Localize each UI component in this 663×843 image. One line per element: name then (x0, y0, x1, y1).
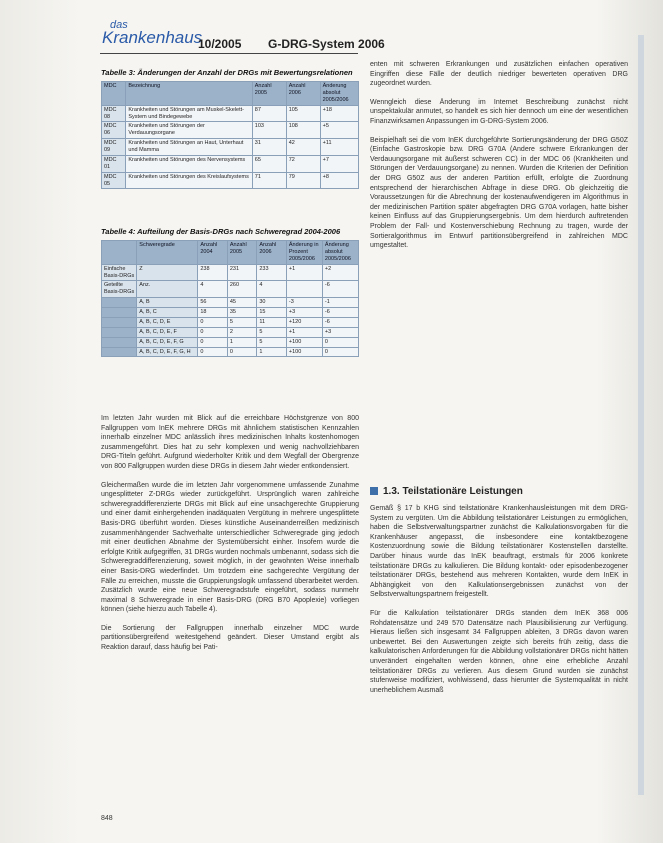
issue-number: 10/2005 (198, 37, 242, 51)
paragraph: Wenngleich diese Änderung im Internet Beschreibung zunächst nicht unspektakulär anmutet, so handelt es sich hier dennoch um eine der wesentlichen Finanzwirksamen Anpassungen im G-DRG-System 2006. (370, 98, 628, 125)
table-cell: -6 (322, 317, 358, 327)
table-cell: +11 (320, 139, 358, 156)
table-cell: MDC 05 (102, 172, 126, 189)
table-row (102, 155, 359, 172)
header-rule (100, 53, 358, 54)
table-cell (102, 308, 137, 318)
paragraph: Gemäß § 17 b KHG sind teilstationäre Krankenhausleistungen mit dem DRG-System zu vergüten. Um die Abbildung teilstationärer Leistungen zu ermöglichen, haben die Selbstverwaltungspartner zunächst die Kalkulationsvorgaben für die Krankenhäuser angepasst, die insbesondere eine kontaktbezogene Kostenzuordnung sowie die Bildung teilstationärer Kostenstellen darstellte. Darüber hinaus wurde das InEK beauftragt, erstmals für 2006 konkrete teilstationäre DRGs zu kalkulieren. Die Bildung kontakt- oder episodenbezogener teilstationärer DRGs, bestehend aus mehreren Kontakten, wurde dem InEK in Abhängigkeit von den Kalkulationsergebnissen zunächst von der Selbstverwaltungspartnern freigestellt. (370, 505, 628, 599)
table-cell: 103 (252, 122, 286, 139)
table-row (102, 337, 359, 347)
table3-caption: Tabelle 3: Änderungen der Anzahl der DRGs mit Bewertungsrelationen (101, 68, 353, 77)
paragraph: Im letzten Jahr wurden mit Blick auf die erreichbare Höchstgrenze von 800 Fallgruppen vom InEK mehrere DRGs mit ähnlichem statistischen Kennzahlen innerhalb einzelner MDC anlässlich ihres medizinischen Inhalts kostenhomogen zusammengeführt. Dies hat zu sehr komplexen und wenig nachvollziehbaren DRG-Titeln geführt. Aufgrund wiederholter Kritik und dem Wegfall der Obergrenze von 800 Fallgruppen wurden diese DRGs in diesem Jahr wieder entkondensiert. (101, 415, 359, 470)
table-cell (102, 327, 137, 337)
table-cell: -6 (322, 281, 358, 298)
table-cell: 1 (227, 337, 257, 347)
table-cell: 105 (286, 105, 320, 122)
page-number: 848 (101, 815, 113, 822)
table-cell: 0 (198, 327, 228, 337)
table4-header-cell: Schweregrade (137, 241, 198, 265)
table-cell: 30 (257, 298, 287, 308)
table-cell: +18 (320, 105, 358, 122)
table-cell: 108 (286, 122, 320, 139)
table-cell: Anz. (137, 281, 198, 298)
table-cell: 0 (227, 347, 257, 357)
table-row (102, 172, 359, 189)
section-square-icon (370, 487, 378, 495)
table-cell: 4 (257, 281, 287, 298)
table-cell: 4 (198, 281, 228, 298)
table-cell: 31 (252, 139, 286, 156)
table-cell: -1 (322, 298, 358, 308)
table-cell: MDC 09 (102, 139, 126, 156)
table4 (101, 240, 359, 357)
table-row (102, 327, 359, 337)
table-row (102, 139, 359, 156)
table3-header-cell: Änderung absolut 2005/2006 (320, 82, 358, 106)
table-cell: +7 (320, 155, 358, 172)
table-cell (102, 337, 137, 347)
table-cell (286, 281, 322, 298)
table4-header-cell (102, 241, 137, 265)
table-cell: 233 (257, 264, 287, 281)
table-cell: 79 (286, 172, 320, 189)
table-cell: A, B (137, 298, 198, 308)
table-row (102, 264, 359, 281)
table-cell: 5 (257, 327, 287, 337)
table-row (102, 308, 359, 318)
table-cell: 5 (227, 317, 257, 327)
right-column-text-bottom (370, 504, 628, 704)
table4-header-cell: Anzahl 2004 (198, 241, 228, 265)
table-cell: Z (137, 264, 198, 281)
section-heading (370, 486, 523, 497)
table4-header-cell: Anzahl 2006 (257, 241, 287, 265)
left-column-text (101, 414, 359, 662)
table-cell: 231 (227, 264, 257, 281)
running-title: G-DRG-System 2006 (268, 37, 385, 51)
table4-header-cell: Änderung absolut 2005/2006 (322, 241, 358, 265)
table-cell: 65 (252, 155, 286, 172)
page-edge-shadow (638, 35, 644, 795)
table-cell: 0 (198, 347, 228, 357)
table-cell: 238 (198, 264, 228, 281)
table-cell: +1 (286, 264, 322, 281)
table-cell: 1 (257, 347, 287, 357)
paragraph: enten mit schweren Erkrankungen und zusätzlichen einfachen operativen Eingriffen diese Fälle der deutlich niedriger bewerteten operativen DRG zugeordnet wurden. (370, 61, 628, 88)
journal-logo (102, 20, 202, 46)
table-row (102, 298, 359, 308)
table-cell: 35 (227, 308, 257, 318)
table-cell: 0 (198, 337, 228, 347)
table-cell: 72 (286, 155, 320, 172)
table-cell: A, B, C, D, E, F, G, H (137, 347, 198, 357)
table-cell: 5 (257, 337, 287, 347)
paragraph: Beispielhaft sei die vom InEK durchgeführte Sortierungsänderung der DRG G50Z (Einfache Gastroskopie bzw. DRG G70A (Andere schwere Erkrankungen der Verdauungsorgane mit äußerst schweren CC) in der MDC 06 (Krankheiten und Störungen der Verdauungsorgane) zu nennen. Wurden die Kriterien der Definition der DRG G50Z aus der anderen Partition erfüllt, erfolgte die Zuordnung entsprechend der hierarchischen Abfrage in diese DRG. Ob gleichzeitig die Voraussetzungen für die Abrechnung der kostenaufwendigeren im Algorithmus in der medizinischen Partition später abgefragten DRG G70A vorlagen, hatte bisher keinen Einfluss auf das Gruppierungsergebnis. Um dem hierdurch auftretenden Problem der Fall- und Kostenverschiebung Rechnung zu tragen, wurde der Sortieralgorithmus im Entwurf partitionsübergreifend in zahlreichen MDC umgestaltet. (370, 136, 628, 250)
table-cell: 18 (198, 308, 228, 318)
table4-header-cell: Anzahl 2005 (227, 241, 257, 265)
table-cell: MDC 06 (102, 122, 126, 139)
table3-header-cell: Bezeichnung (126, 82, 252, 106)
table-cell (102, 298, 137, 308)
table-cell: 71 (252, 172, 286, 189)
table3-header-cell: Anzahl 2005 (252, 82, 286, 106)
table-row (102, 281, 359, 298)
table-cell: Krankheiten und Störungen am Muskel-Skelett-System und Bindegewebe (126, 105, 252, 122)
table3-header-cell: MDC (102, 82, 126, 106)
table-cell: Krankheiten und Störungen des Kreislaufsystems (126, 172, 252, 189)
paragraph: Für die Kalkulation teilstationärer DRGs standen dem InEK 368 006 Rohdatensätze und 249 570 Datensätze nach Plausibilisierung zur Verfügung. Hieraus ließen sich insgesamt 34 Fallgruppen ableiten, 3 DRGs davon waren unbewertet. Bei den Auswertungen zeigte sich bereits früh zeitig, dass die kalkulatorischen Anforderungen für die Abbildung vollstationärer DRGs nicht hätten unverändert eingehalten werden können, ohne eine erhebliche Anzahl teilstationärer DRGs zu verlieren. Aus diesem Grund wurden sie zunächst stufenweise modifiziert, wohlwissend, dass hierunter die Systemqualität in nicht unerheblichem Ausmaß (370, 609, 628, 694)
table-row (102, 317, 359, 327)
table3 (101, 81, 359, 189)
table-cell (102, 347, 137, 357)
table-cell: +1 (286, 327, 322, 337)
table-cell (102, 317, 137, 327)
table-cell: A, B, C, D, E (137, 317, 198, 327)
table-cell: +100 (286, 337, 322, 347)
table-cell: +8 (320, 172, 358, 189)
table-cell: +3 (286, 308, 322, 318)
table-cell: 45 (227, 298, 257, 308)
table-cell: MDC 01 (102, 155, 126, 172)
table-cell: +120 (286, 317, 322, 327)
table-cell: -3 (286, 298, 322, 308)
table-cell: 56 (198, 298, 228, 308)
table-cell: -6 (322, 308, 358, 318)
table-cell: A, B, C (137, 308, 198, 318)
section-title: 1.3. Teilstationäre Leistungen (383, 486, 523, 497)
table3-header-cell: Anzahl 2006 (286, 82, 320, 106)
table-cell: Krankheiten und Störungen an Haut, Unterhaut und Mamma (126, 139, 252, 156)
table-row (102, 105, 359, 122)
table-cell: Krankheiten und Störungen der Verdauungsorgane (126, 122, 252, 139)
table-cell: Geteilte Basis-DRGs (102, 281, 137, 298)
table-cell: 15 (257, 308, 287, 318)
table-cell: +3 (322, 327, 358, 337)
table-cell: MDC 08 (102, 105, 126, 122)
table-cell: +5 (320, 122, 358, 139)
table-row (102, 122, 359, 139)
table-cell: 2 (227, 327, 257, 337)
table4-header-cell: Änderung in Prozent 2005/2006 (286, 241, 322, 265)
table-cell: 0 (322, 337, 358, 347)
table-row (102, 347, 359, 357)
logo-line1: das (110, 19, 128, 31)
table-cell: 0 (198, 317, 228, 327)
table4-caption: Tabelle 4: Aufteilung der Basis-DRGs nach Schweregrad 2004-2006 (101, 227, 341, 236)
logo-line2: Krankenhaus (102, 28, 203, 47)
table-cell: 0 (322, 347, 358, 357)
table-cell: Krankheiten und Störungen des Nervensystems (126, 155, 252, 172)
paragraph: Die Sortierung der Fallgruppen innerhalb einzelner MDC wurde partitionsübergreifend weitestgehend geändert. Dieser Umstand ergibt als Reaktion darauf, dass häufig bei Pati- (101, 624, 359, 652)
table-cell: +100 (286, 347, 322, 357)
paragraph: Gleichermaßen wurde die im letzten Jahr vorgenommene umfassende Zunahme ungesplitteter Z-DRGs wieder zurückgeführt. Ursprünglich waren zahlreiche schweregraddifferenzierte DRGs mit Blick auf eine unsachgerechte Gruppierung und einer damit einhergehenden inadäquaten Vergütung in mehrere ungesplittete Basis-DRG überführt worden. Dieses künstliche Auseinanderreißen medizinisch zusammenhängender Sachverhalte unterschiedlicher Schweregrade ging jedoch mit einer deutlichen Abnahme der Systemübersicht einher. Insofern wurde die erfolgte Kritik aufgegriffen, 31 DRGs wurden nochmals umbenannt, sodass sich die Schweregraddifferenzierung, soweit möglich, in der gewohnten Weise innerhalb einer Basis-DRG wiederfindet. Um trotzdem eine sachgerechte Vergütung der Fälle zu erreichen, musste die Gruppierungslogik umfassend überarbeitet werden. Zusätzlich wurde eine neue Schweregradstufe eingeführt, sodass nunmehr maximal 8 Schweregrade in einer Basis-DRG (DRG B70 Apoplexie) vorliegen können (siehe hierzu auch Tabelle 4). (101, 481, 359, 614)
table-cell: 87 (252, 105, 286, 122)
table-cell: Einfache Basis-DRGs (102, 264, 137, 281)
table-cell: +2 (322, 264, 358, 281)
table-cell: 260 (227, 281, 257, 298)
table-cell: A, B, C, D, E, F, G (137, 337, 198, 347)
table-cell: A, B, C, D, E, F (137, 327, 198, 337)
table-cell: 42 (286, 139, 320, 156)
right-column-text-top (370, 60, 628, 260)
table-cell: 11 (257, 317, 287, 327)
